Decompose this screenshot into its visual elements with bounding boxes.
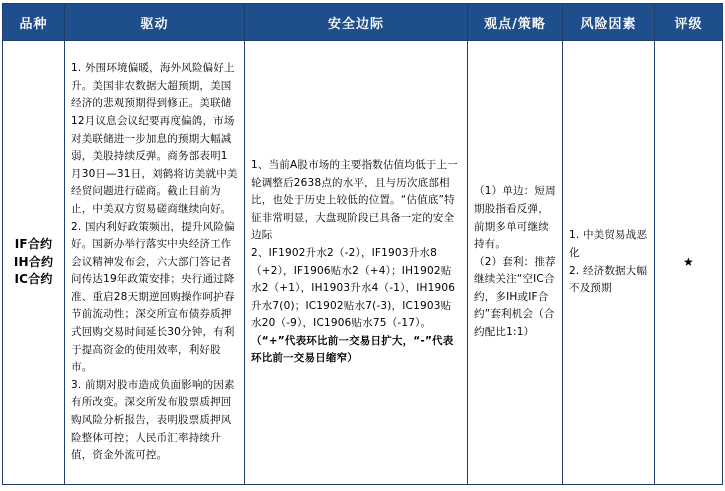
safety-margin-item: 1、当前A股市场的主要指数估值均低于上一轮调整后2638点的水平，且与历次底部相比，也处于历史上较低的位置。“估值底”特征非常明显，大盘现阶段已具备一定的安全边际 [251,158,458,242]
risk-item: 2. 经济数据大幅不及预期 [569,264,648,295]
risk-factors-cell [563,41,655,485]
driver-item: 2. 国内利好政策频出，提升风险偏好。国新办举行落实中央经济工作会议精神发布会，六大部门答记者问传达19年政策安排；央行通过降准、重启28天期逆回购操作呵护春节前流动性；深交所宣布债券质押式回购交易时间延长30分钟，有利于提高资金的使用效率，利好股市。 [71,220,235,374]
view-strategy-cell [468,41,563,485]
header-risk-factors: 风险因素 [563,4,655,41]
rating-cell [655,41,723,485]
header-driver: 驱动 [65,4,245,41]
view-item: （1）单边：短周期股指看反弹，前期多单可继续持有。 [474,185,556,251]
safety-margin-cell [245,41,468,485]
view-item: （2）套利：推荐继续关注“空IC合约，多IH或IF合约”套利机会（合约配比1:1） [474,255,556,339]
product-ic: IC合约 [14,272,53,287]
driver-cell [65,41,245,485]
header-product: 品种 [3,4,65,41]
star-icon: ★ [683,254,694,269]
product-cell [3,41,65,485]
header-row [3,4,723,41]
basis-note: （“+”代表环比前一交易日扩大，“-”代表环比前一交易日缩窄） [251,334,454,365]
risk-item: 1. 中美贸易战恶化 [569,229,648,259]
strategy-table [2,3,723,485]
header-safety-margin: 安全边际 [245,4,468,41]
driver-item: 3. 前期对股市造成负面影响的因素有所改变。深交所发布股票质押回购风险分析报告，表明股票质押风险整体可控；人民币汇率持续升值，资金外流可控。 [71,378,235,462]
product-if: IF合约 [14,237,53,252]
driver-item: 1. 外围环境偏暖，海外风险偏好上升。美国非农数据大超预期，美国经济的悲观预期得到修正。美联储12月议息会议纪要再度偏鸽，市场对美联储进一步加息的预期大幅减弱，美股持续反弹。商务部表明1月30日—31日，刘鹤将访美就中美经贸问题进行磋商。截止目前为止，中美双方贸易磋商继续向好。 [71,62,238,215]
safety-margin-item [251,245,461,368]
table-row [3,41,723,485]
product-ih: IH合约 [13,254,54,269]
header-view-strategy: 观点/策略 [468,4,563,41]
basis-text: 2、IF1902升水2（-2），IF1903升水8（+2），IF1906贴水2（+4）；IH1902贴水2（+1），IH1903升水4（-1），IH1906升水7(0)；IC1902贴水7(-3)，IC1903贴水20（-9），IC1906贴水75（-17）。 [251,246,456,330]
header-rating: 评级 [655,4,723,41]
